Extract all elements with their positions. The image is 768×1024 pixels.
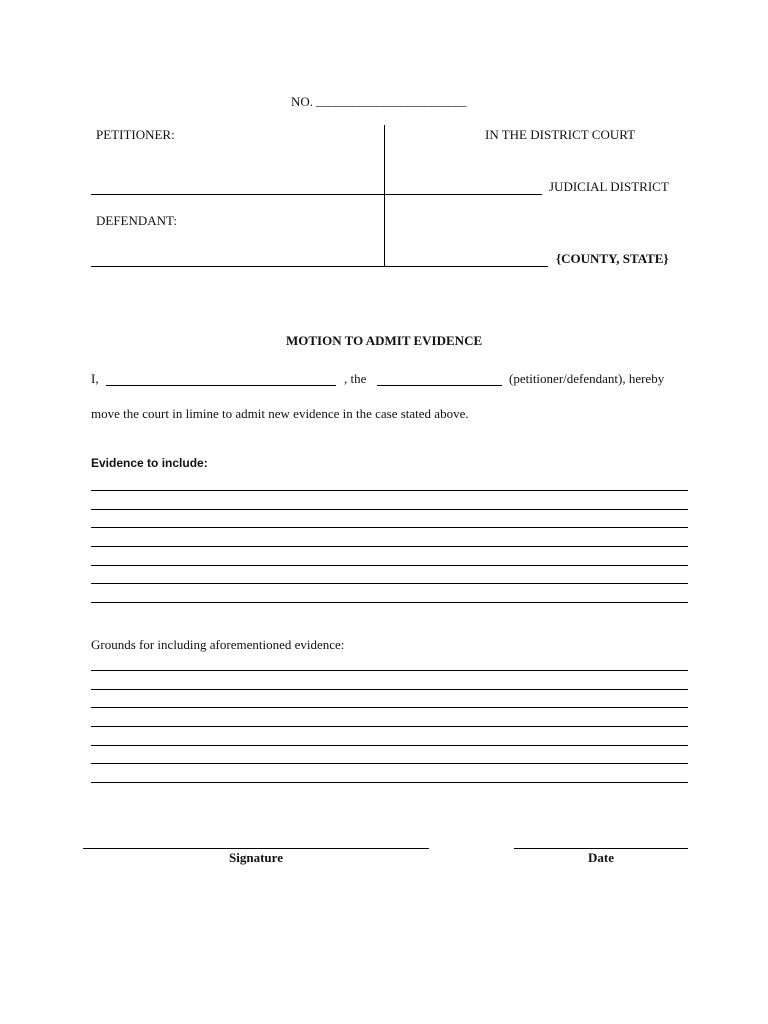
statement-line-2: move the court in limine to admit new evidence in the case stated above. [91,406,469,421]
evidence-line[interactable] [91,546,688,547]
role-blank-line[interactable] [377,385,502,386]
petitioner-label: PETITIONER: [96,127,175,142]
grounds-line[interactable] [91,689,688,690]
evidence-line[interactable] [91,565,688,566]
caption-right-bottom-line [385,266,548,267]
district-number-line[interactable] [385,194,542,195]
defendant-label: DEFENDANT: [96,213,177,228]
county-state-label: {COUNTY, STATE} [556,251,669,266]
case-number-label: NO. [291,94,314,109]
evidence-line[interactable] [91,583,688,584]
court-name: IN THE DISTRICT COURT [485,127,636,142]
date-label: Date [588,850,614,865]
grounds-heading: Grounds for including aforementioned evidence: [91,637,345,652]
role-options-text: (petitioner/defendant), hereby [509,371,665,386]
document-title: MOTION TO ADMIT EVIDENCE [286,333,483,348]
defendant-name-line[interactable] [91,266,386,267]
evidence-line[interactable] [91,527,688,528]
signature-line[interactable] [83,848,429,849]
name-blank-line[interactable] [106,385,336,386]
grounds-line[interactable] [91,707,688,708]
evidence-line[interactable] [91,602,688,603]
grounds-line[interactable] [91,782,688,783]
grounds-line[interactable] [91,726,688,727]
evidence-line[interactable] [91,490,688,491]
grounds-line[interactable] [91,763,688,764]
evidence-line[interactable] [91,509,688,510]
evidence-heading: Evidence to include: [91,456,208,470]
case-number-blank[interactable]: _________________________ [316,93,466,108]
date-line[interactable] [514,848,688,849]
statement-prefix: I, [91,371,99,386]
grounds-line[interactable] [91,745,688,746]
caption-divider [384,125,385,267]
signature-label: Signature [229,850,283,865]
judicial-district-label: JUDICIAL DISTRICT [549,179,669,194]
statement-mid: , the [344,371,367,386]
petitioner-name-line[interactable] [91,194,386,195]
grounds-line[interactable] [91,670,688,671]
